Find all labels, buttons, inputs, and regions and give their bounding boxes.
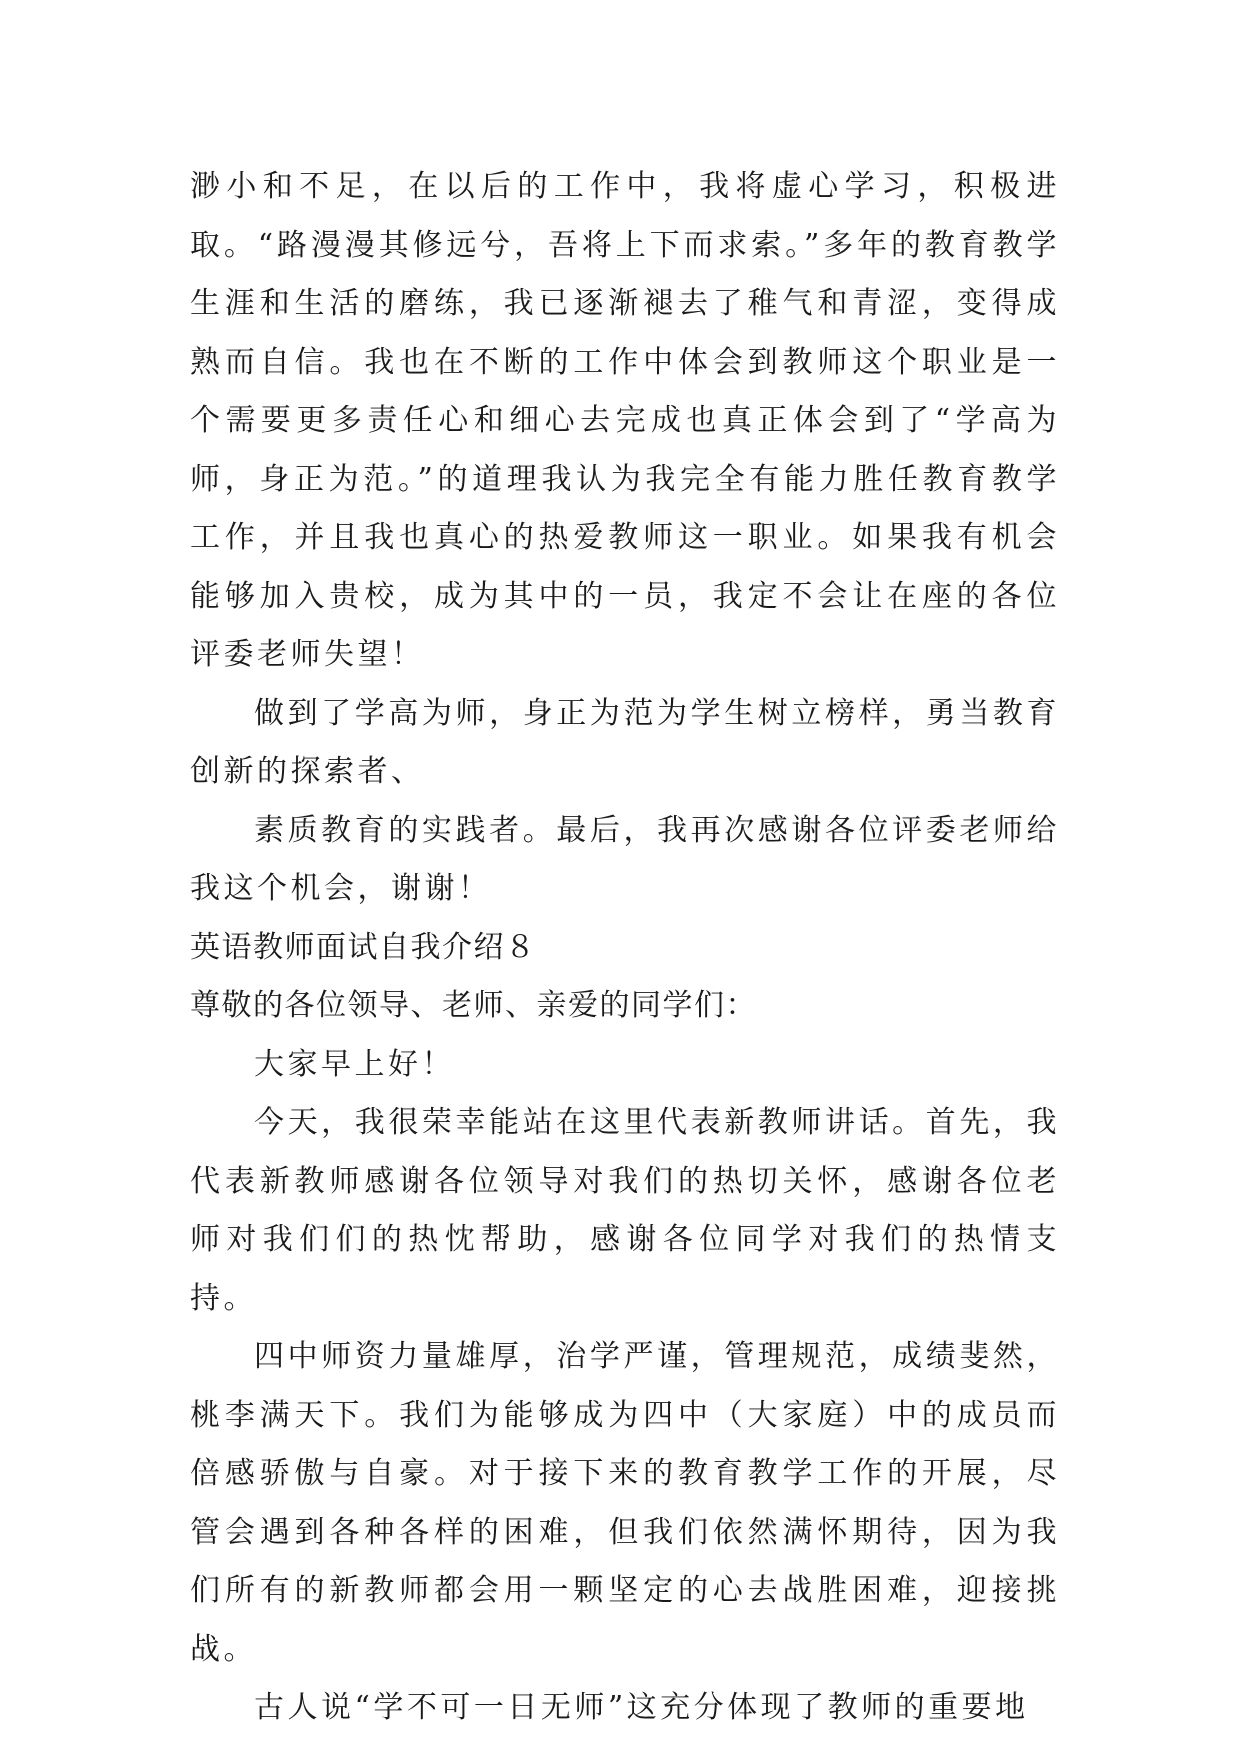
section-heading: 英语教师面试自我介绍８ — [190, 929, 537, 965]
salutation: 尊敬的各位领导、老师、亲爱的同学们： — [190, 988, 757, 1023]
paragraph-ancient-saying: 古人说“学不可一日无师”这充分体现了教师的重要地 — [254, 1690, 1029, 1725]
document-body — [190, 158, 1060, 1738]
paragraph-continued: 渺小和不足，在以后的工作中，我将虚心学习，积极进取。“路漫漫其修远兮，吾将上下而求索。”多年的教育教学生涯和生活的磨练，我已逐渐褪去了稚气和青涩，变得成熟而自信。我也在不断的工作中体会到教师这个职业是一个需要更多责任心和细心去完成也真正体会到了“学高为师，身正为范。”的道理我认为我完全有能力胜任教育教学工作，并且我也真心的热爱教师这一职业。如果我有机会能够加入贵校，成为其中的一员，我定不会让在座的各位评委老师失望！ — [190, 169, 1060, 672]
greeting: 大家早上好！ — [254, 1046, 455, 1082]
paragraph-school-praise: 四中师资力量雄厚，治学严谨，管理规范，成绩斐然，桃李满天下。我们为能够成为四中（大家庭）中的成员而倍感骄傲与自豪。对于接下来的教育教学工作的开展，尽管会遇到各种各样的困难，但我们依然满怀期待，因为我们所有的新教师都会用一颗坚定的心去战胜困难，迎接挑战。 — [190, 1339, 1060, 1667]
paragraph-role-model: 做到了学高为师，身正为范为学生树立榜样，勇当教育创新的探索者、 — [190, 695, 1060, 789]
paragraph-introduction: 今天，我很荣幸能站在这里代表新教师讲话。首先，我代表新教师感谢各位领导对我们的热切关怀，感谢各位老师对我们们的热忱帮助，感谢各位同学对我们的热情支持。 — [190, 1105, 1060, 1316]
paragraph-closing-thanks: 素质教育的实践者。最后，我再次感谢各位评委老师给我这个机会，谢谢！ — [190, 812, 1060, 906]
